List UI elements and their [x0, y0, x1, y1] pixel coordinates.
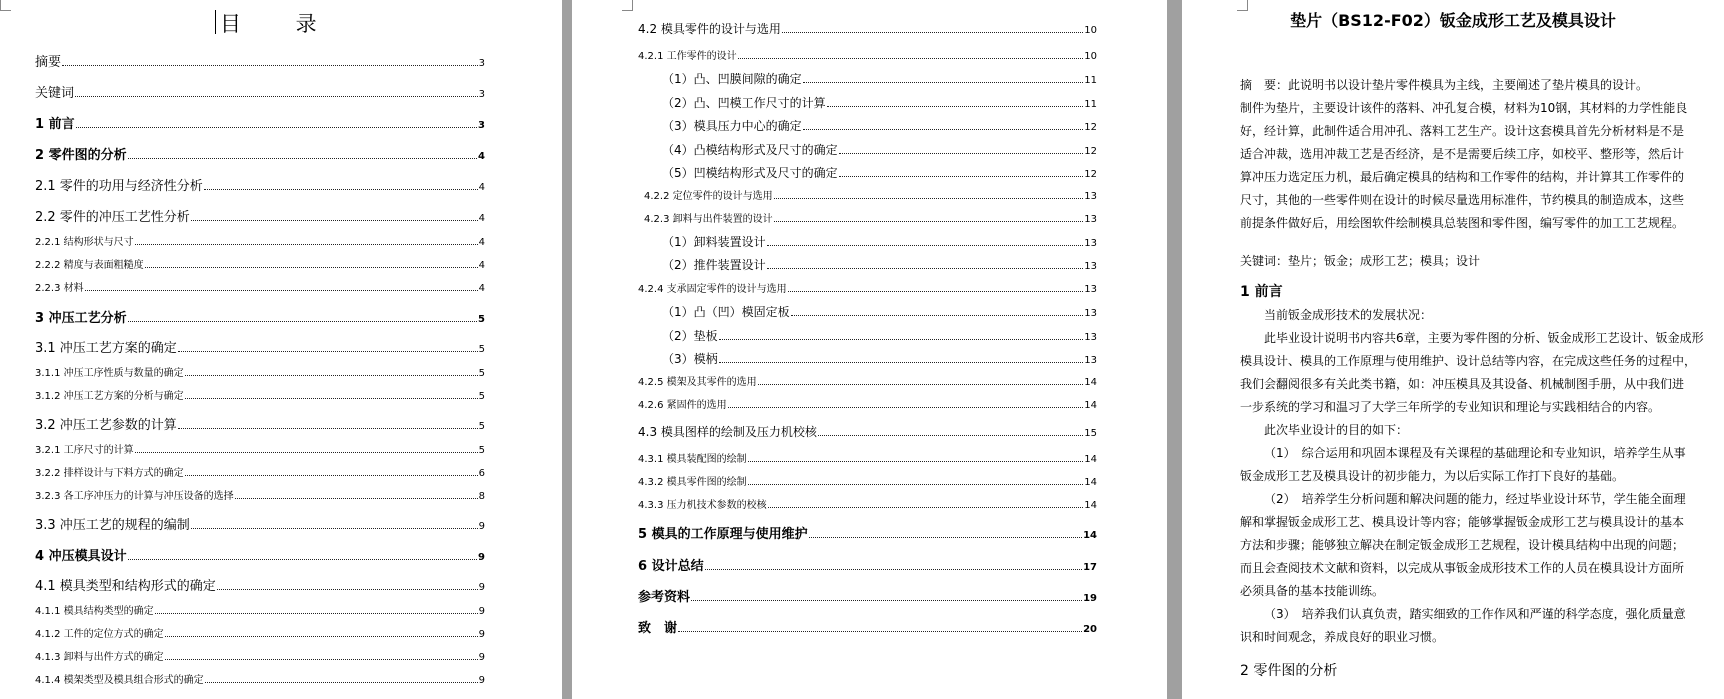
toc-page-number: 5: [478, 445, 485, 456]
toc-leader-dots: [758, 384, 1084, 385]
toc-entry-title: 4.2.3 卸料与出件装置的设计: [644, 214, 773, 225]
toc-leader-dots: [827, 106, 1084, 107]
toc-entry-title: 4.3.1 模具装配图的绘制: [638, 454, 747, 465]
document-title: 垫片（BS12-F02）钣金成形工艺及模具设计: [1290, 11, 1616, 30]
text-line: 算冲压力选定压力机，最后确定模具的结构和工作零件的结构，并计算其工作零件的: [1240, 170, 1685, 184]
toc-entry-title: 4.1.1 模具结构类型的确定: [35, 606, 154, 617]
toc-entry[interactable]: [35, 575, 485, 594]
toc-entry-title: 3.2.2 排样设计与下料方式的确定: [35, 468, 184, 479]
toc-page-number: 14: [1083, 530, 1097, 541]
toc-entry-title: 2 零件图的分析: [35, 148, 127, 163]
toc-leader-dots: [774, 198, 1084, 199]
toc-entry-title: 3 冲压工艺分析: [35, 311, 127, 326]
toc-entry-title: 3.2.3 各工序冲压力的计算与冲压设备的选择: [35, 491, 234, 502]
toc-entry-title: 4.1.2 工件的定位方式的确定: [35, 629, 164, 640]
toc-page-number: 13: [1084, 355, 1097, 366]
toc-page-number: 14: [1084, 454, 1097, 465]
toc-entry[interactable]: [638, 586, 1097, 605]
toc-leader-dots: [691, 600, 1082, 601]
toc-page-number: 13: [1084, 238, 1097, 249]
toc-page-number: 5: [478, 421, 485, 432]
toc-entry-title: 2.2.1 结构形状与尺寸: [35, 237, 134, 248]
toc-leader-dots: [75, 96, 478, 97]
toc-leader-dots: [768, 507, 1084, 508]
text-line: 而且会查阅技术文献和资料，以完成从事钣金成形技术工作的人员在模具设计方面所: [1240, 561, 1685, 575]
toc-page-number: 14: [1084, 400, 1097, 411]
toc-entry[interactable]: [662, 327, 1097, 344]
toc-entry-title: （1）卸料装置设计: [662, 235, 766, 249]
toc-entry[interactable]: [638, 373, 1097, 388]
toc-leader-dots: [719, 362, 1084, 363]
toc-page-number: 9: [478, 606, 485, 617]
toc-leader-dots: [135, 452, 478, 453]
toc-page-number: 20: [1083, 624, 1097, 635]
toc-entry-title: 4.3.3 压力机技术参数的校核: [638, 500, 767, 511]
toc-leader-dots: [782, 32, 1083, 33]
toc-entry-title: 1 前言: [35, 117, 75, 132]
toc-page-number: 10: [1084, 51, 1097, 62]
toc-page-number: 5: [478, 314, 485, 325]
toc-page-number: 15: [1084, 428, 1097, 439]
toc-entry[interactable]: [35, 144, 485, 163]
toc-entry-title: 3.3 冲压工艺的规程的编制: [35, 518, 190, 533]
toc-leader-dots: [809, 537, 1083, 538]
toc-leader-dots: [748, 484, 1084, 485]
toc-leader-dots: [155, 613, 478, 614]
toc-page-number: 5: [478, 344, 485, 355]
toc-leader-dots: [803, 82, 1084, 83]
toc-entry-title: （2）凸、凹模工作尺寸的计算: [662, 96, 826, 110]
toc-page-number: 3: [478, 58, 485, 69]
toc-entry[interactable]: [662, 117, 1097, 134]
toc-page-number: 9: [478, 675, 485, 686]
toc-entry-title: 4.2 模具零件的设计与选用: [638, 22, 781, 36]
toc-leader-dots: [678, 631, 1082, 632]
toc-entry[interactable]: [35, 441, 485, 456]
toc-page-number: 12: [1084, 169, 1097, 180]
keywords-line: [1240, 250, 1480, 273]
text-line: 此毕业设计说明书内容共6章，主要为零件图的分析、钣金成形工艺设计、钣金成形: [1264, 331, 1704, 345]
toc-entry-title: 4.2.5 模架及其零件的选用: [638, 377, 757, 388]
toc-entry[interactable]: [662, 303, 1097, 320]
toc-entry-title: 4.1 模具类型和结构形式的确定: [35, 579, 216, 594]
toc-entry[interactable]: [638, 280, 1097, 295]
toc-entry[interactable]: [35, 307, 485, 326]
text-cursor: [215, 10, 216, 34]
toc-entry-title: 4.3.2 模具零件图的绘制: [638, 477, 747, 488]
toc-page-middle: [572, 0, 1167, 699]
toc-page-number: 13: [1084, 214, 1097, 225]
toc-entry[interactable]: [638, 473, 1097, 488]
toc-entry-title: 3.2.1 工序尺寸的计算: [35, 445, 134, 456]
section-heading-preface: 1 前言: [1240, 284, 1283, 300]
toc-entry-title: 参考资料: [638, 590, 691, 605]
toc-page-number: 9: [478, 582, 485, 593]
toc-entry[interactable]: [644, 187, 1097, 202]
text-line: （2） 培养学生分析问题和解决问题的能力，经过毕业设计环节，学生能全面理: [1264, 492, 1686, 506]
toc-leader-dots: [839, 153, 1084, 154]
toc-leader-dots: [235, 498, 478, 499]
toc-leader-dots: [204, 189, 478, 190]
toc-entry-title: （5）凹模结构形式及尺寸的确定: [662, 166, 838, 180]
toc-entry-title: 4.2.4 支承固定零件的设计与选用: [638, 284, 787, 295]
text-line: 一步系统的学习和温习了大学三年所学的专业知识和理论与实践相结合的内容。: [1240, 400, 1661, 414]
toc-entry-title: 4.1.3 卸料与出件方式的确定: [35, 652, 164, 663]
abstract-paragraph: [1240, 74, 1687, 235]
toc-page-number: 4: [478, 213, 485, 224]
toc-leader-dots: [705, 569, 1083, 570]
toc-leader-dots: [767, 245, 1084, 246]
keywords-text: 关键词：垫片；钣金；成形工艺；模具；设计: [1240, 254, 1481, 268]
toc-leader-dots: [205, 682, 478, 683]
toc-leader-dots: [185, 375, 478, 376]
toc-entry-title: 5 模具的工作原理与使用维护: [638, 527, 808, 542]
text-line: 方法和步骤；能够独立解决在制定钣金成形工艺规程，设计模具结构中出现的问题；: [1240, 538, 1685, 552]
toc-entry[interactable]: [35, 514, 485, 533]
toc-entry[interactable]: [35, 625, 485, 640]
toc-leader-dots: [62, 65, 478, 66]
toc-entry-title: （3）模具压力中心的确定: [662, 119, 802, 133]
toc-entry-title: （3）模柄: [662, 352, 718, 366]
toc-page-number: 13: [1084, 332, 1097, 343]
toc-page-number: 9: [478, 629, 485, 640]
toc-entry-title: （4）凸模结构形式及尺寸的确定: [662, 143, 838, 157]
toc-page-number: 8: [478, 491, 485, 502]
text-line: 钣金成形工艺及模具设计的初步能力，为以后实际工作打下良好的基础。: [1240, 469, 1625, 483]
toc-page-number: 13: [1084, 261, 1097, 272]
toc-leader-dots: [178, 351, 478, 352]
document-page-right: [1182, 0, 1724, 699]
toc-entry[interactable]: [35, 671, 485, 686]
toc-entry-title: 3.1.1 冲压工序性质与数量的确定: [35, 368, 184, 379]
toc-entry[interactable]: [662, 256, 1097, 273]
toc-page-number: 14: [1084, 477, 1097, 488]
toc-entry-title: 致 谢: [638, 621, 678, 636]
toc-entry-title: 4.3 模具图样的绘制及压力机校核: [638, 425, 817, 439]
toc-entry[interactable]: [638, 523, 1097, 542]
toc-page-number: 11: [1084, 99, 1097, 110]
toc-entry[interactable]: [662, 164, 1097, 181]
toc-leader-dots: [85, 290, 478, 291]
toc-page-number: 5: [478, 391, 485, 402]
section-heading-part-analysis: 2 零件图的分析: [1240, 663, 1338, 679]
toc-leader-dots: [185, 475, 478, 476]
toc-entry[interactable]: [35, 175, 485, 194]
toc-entry[interactable]: [662, 70, 1097, 87]
toc-entry[interactable]: [35, 648, 485, 663]
text-line: 摘 要：此说明书以设计垫片零件模具为主线，主要阐述了垫片模具的设计。: [1240, 78, 1649, 92]
text-line: 制件为垫片，主要设计该件的落料、冲孔复合模，材料为10钢，其材料的力学性能良: [1240, 101, 1688, 115]
toc-entry-title: 4.2.2 定位零件的设计与选用: [644, 191, 773, 202]
toc-page-number: 17: [1083, 562, 1097, 573]
toc-entry-title: 摘要: [35, 55, 62, 70]
toc-leader-dots: [145, 267, 478, 268]
toc-entry-title: （2）垫板: [662, 329, 718, 343]
toc-entry[interactable]: [35, 602, 485, 617]
toc-entry[interactable]: [35, 487, 485, 502]
toc-entry-title: （1）凸、凹膜间隙的确定: [662, 72, 802, 86]
toc-entry[interactable]: [35, 113, 485, 132]
text-line: 好，经计算，此制件适合用冲孔、落料工艺生产。设计这套模具首先分析材料是不是: [1240, 124, 1685, 138]
toc-entry-title: 3.1.2 冲压工艺方案的分析与确定: [35, 391, 184, 402]
toc-entry-title: 3.2 冲压工艺参数的计算: [35, 418, 177, 433]
text-line: 前提条件做好后，用绘图软件绘制模具总装图和零件图，编写零件的加工工艺规程。: [1240, 216, 1685, 230]
toc-leader-dots: [767, 268, 1084, 269]
toc-entry-title: 4.2.1 工作零件的设计: [638, 51, 737, 62]
toc-entry[interactable]: [662, 141, 1097, 158]
toc-page-number: 13: [1084, 191, 1097, 202]
toc-entry-title: 6 设计总结: [638, 559, 704, 574]
toc-leader-dots: [191, 220, 478, 221]
toc-page-number: 13: [1084, 284, 1097, 295]
toc-leader-dots: [748, 461, 1084, 462]
toc-page-number: 9: [478, 521, 485, 532]
toc-entry[interactable]: [35, 206, 485, 225]
toc-entry[interactable]: [35, 414, 485, 433]
toc-entry-title: 关键词: [35, 86, 75, 101]
toc-page-number: 19: [1083, 593, 1097, 604]
toc-page-number: 4: [478, 283, 485, 294]
toc-page-number: 9: [478, 652, 485, 663]
toc-leader-dots: [217, 589, 478, 590]
toc-leader-dots: [128, 158, 477, 159]
toc-entry[interactable]: [35, 279, 485, 294]
toc-entry[interactable]: [638, 555, 1097, 574]
toc-title: 目 录: [220, 12, 341, 36]
text-line: 解和掌握钣金成形工艺、模具设计等内容；能够掌握钣金成形工艺与模具设计的基本: [1240, 515, 1685, 529]
toc-leader-dots: [165, 636, 478, 637]
toc-entry-title: 2.2.3 材料: [35, 283, 84, 294]
toc-page-number: 5: [478, 368, 485, 379]
toc-entry-title: 4 冲压模具设计: [35, 549, 127, 564]
toc-leader-dots: [803, 129, 1084, 130]
toc-entry-title: （2）推件装置设计: [662, 258, 766, 272]
toc-entry-title: 2.2 零件的冲压工艺性分析: [35, 210, 190, 225]
toc-leader-dots: [185, 398, 478, 399]
text-line: 必须具备的基本技能训练。: [1240, 584, 1385, 598]
toc-entry[interactable]: [35, 387, 485, 402]
toc-page-number: 12: [1084, 122, 1097, 133]
toc-leader-dots: [791, 315, 1084, 316]
toc-page-number: 13: [1084, 308, 1097, 319]
toc-page-number: 10: [1084, 25, 1097, 36]
text-line: 当前钣金成形技术的发展状况：: [1264, 308, 1433, 322]
toc-entry-title: 2.1 零件的功用与经济性分析: [35, 179, 203, 194]
toc-entry-title: 4.2.6 紧固件的选用: [638, 400, 727, 411]
page-corner-mark: [622, 0, 633, 11]
text-line: （1） 综合运用和巩固本课程及有关课程的基础理论和专业知识，培养学生从事: [1264, 446, 1686, 460]
toc-entry[interactable]: [35, 233, 485, 248]
toc-leader-dots: [135, 244, 478, 245]
toc-entry[interactable]: [638, 450, 1097, 465]
toc-entry-title: （1）凸（凹）模固定板: [662, 305, 790, 319]
toc-page-number: 4: [478, 182, 485, 193]
toc-leader-dots: [818, 435, 1083, 436]
toc-entry[interactable]: [662, 233, 1097, 250]
toc-page-number: 9: [478, 552, 485, 563]
text-line: 适合冲裁，选用冲裁工艺是否经济，是不是需要后续工序，如校平、整形等，然后计: [1240, 147, 1685, 161]
toc-page-number: 3: [478, 89, 485, 100]
text-line: 我们会翻阅很多有关此类书籍，如：冲压模具及其设备、机械制图手册，从中我们进: [1240, 377, 1685, 391]
toc-page-number: 4: [478, 237, 485, 248]
toc-leader-dots: [839, 176, 1084, 177]
toc-leader-dots: [728, 407, 1084, 408]
toc-entry[interactable]: [638, 496, 1097, 511]
toc-page-left: [0, 0, 562, 699]
toc-leader-dots: [165, 659, 478, 660]
toc-entry-title: 2.2.2 精度与表面粗糙度: [35, 260, 144, 271]
toc-leader-dots: [788, 291, 1084, 292]
toc-page-number: 6: [478, 468, 485, 479]
toc-page-number: 11: [1084, 75, 1097, 86]
page-corner-mark: [0, 0, 11, 11]
toc-entry[interactable]: [35, 337, 485, 356]
toc-entry[interactable]: [35, 545, 485, 564]
toc-page-number: 14: [1084, 377, 1097, 388]
toc-entry[interactable]: [644, 210, 1097, 225]
text-line: 尺寸，其他的一些零件则在设计的时候尽量选用标准件，节约模具的制造成本，这些: [1240, 193, 1685, 207]
toc-entry[interactable]: [35, 51, 485, 70]
toc-page-number: 14: [1084, 500, 1097, 511]
toc-entry[interactable]: [35, 464, 485, 479]
toc-entry[interactable]: [35, 364, 485, 379]
toc-leader-dots: [774, 221, 1084, 222]
toc-entry[interactable]: [638, 20, 1097, 37]
toc-page-number: 4: [478, 151, 485, 162]
text-line: 此次毕业设计的目的如下：: [1264, 423, 1409, 437]
toc-leader-dots: [719, 339, 1084, 340]
toc-entry[interactable]: [35, 256, 485, 271]
toc-page-number: 12: [1084, 146, 1097, 157]
toc-entry-title: 3.1 冲压工艺方案的确定: [35, 341, 177, 356]
toc-entry[interactable]: [662, 350, 1097, 367]
text-line: 模具设计、模具的工作原理与使用维护、设计总结等内容，在完成这些任务的过程中，: [1240, 354, 1697, 368]
text-line: 识和时间观念，养成良好的职业习惯。: [1240, 630, 1445, 644]
toc-leader-dots: [128, 321, 477, 322]
text-line: （3） 培养我们认真负责，踏实细致的工作作风和严谨的科学态度，强化质量意: [1264, 607, 1686, 621]
toc-entry-title: 4.1.4 模架类型及模具组合形式的确定: [35, 675, 204, 686]
toc-page-number: 4: [478, 260, 485, 271]
toc-leader-dots: [128, 559, 477, 560]
toc-entry[interactable]: [638, 423, 1097, 440]
toc-entry[interactable]: [35, 82, 485, 101]
preface-body: [1240, 304, 1704, 649]
toc-leader-dots: [738, 58, 1084, 59]
toc-entry[interactable]: [638, 617, 1097, 636]
toc-entry[interactable]: [638, 47, 1097, 62]
toc-entry[interactable]: [662, 94, 1097, 111]
toc-entry[interactable]: [638, 396, 1097, 411]
toc-leader-dots: [191, 528, 478, 529]
toc-leader-dots: [178, 428, 478, 429]
toc-page-number: 3: [478, 120, 485, 131]
toc-leader-dots: [76, 127, 477, 128]
